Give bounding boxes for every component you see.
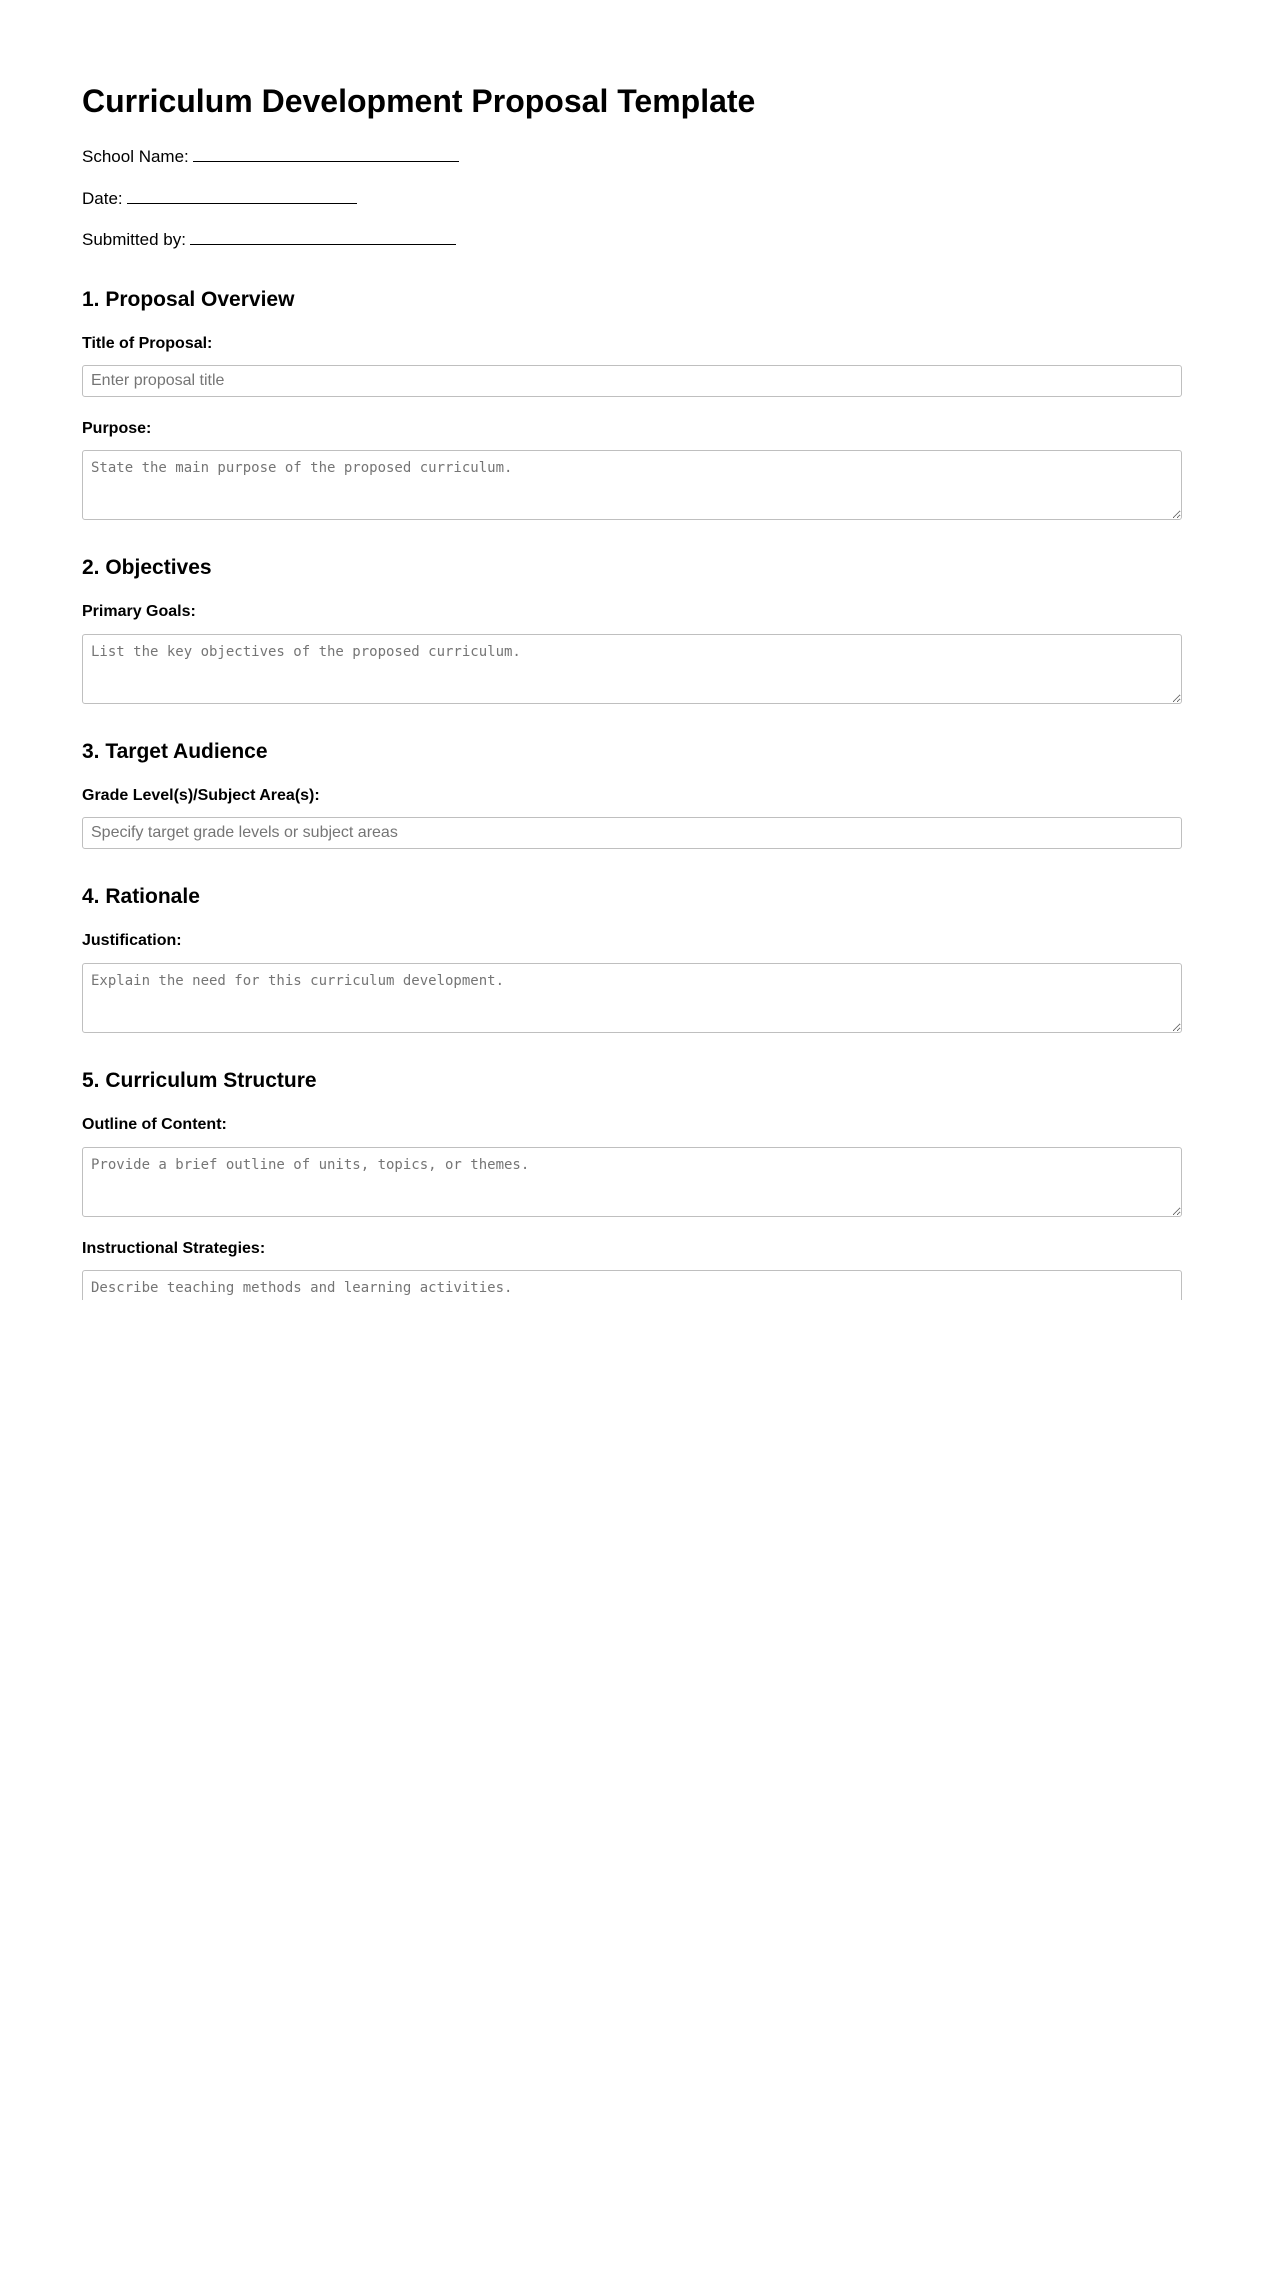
section-heading-overview: 1. Proposal Overview (82, 288, 295, 311)
outline-of-content-label: Outline of Content: (82, 1116, 227, 1133)
submitted-by-blank (190, 228, 456, 245)
justification-textarea[interactable] (82, 963, 1182, 1033)
justification-label: Justification: (82, 932, 182, 949)
date-line (82, 187, 357, 210)
school-name-line (82, 145, 459, 168)
date-label: Date: (82, 189, 123, 208)
instructional-strategies-label: Instructional Strategies: (82, 1240, 266, 1257)
grade-level-input[interactable] (82, 817, 1182, 849)
date-blank (127, 187, 357, 204)
title-of-proposal-label: Title of Proposal: (82, 335, 213, 352)
proposal-title-input[interactable] (82, 365, 1182, 397)
purpose-label: Purpose: (82, 420, 152, 437)
section-heading-structure: 5. Curriculum Structure (82, 1069, 317, 1092)
section-heading-objectives: 2. Objectives (82, 556, 212, 579)
purpose-textarea[interactable] (82, 450, 1182, 520)
outline-of-content-textarea[interactable] (82, 1147, 1182, 1217)
primary-goals-textarea[interactable] (82, 634, 1182, 704)
grade-level-label: Grade Level(s)/Subject Area(s): (82, 787, 320, 804)
submitted-by-line (82, 228, 456, 251)
primary-goals-label: Primary Goals: (82, 603, 196, 620)
page-title: Curriculum Development Proposal Template (82, 83, 756, 119)
school-name-label: School Name: (82, 147, 189, 166)
submitted-by-label: Submitted by: (82, 230, 186, 249)
school-name-blank (193, 145, 459, 162)
instructional-strategies-textarea[interactable] (82, 1270, 1182, 1300)
section-heading-audience: 3. Target Audience (82, 740, 268, 763)
section-heading-rationale: 4. Rationale (82, 885, 200, 908)
